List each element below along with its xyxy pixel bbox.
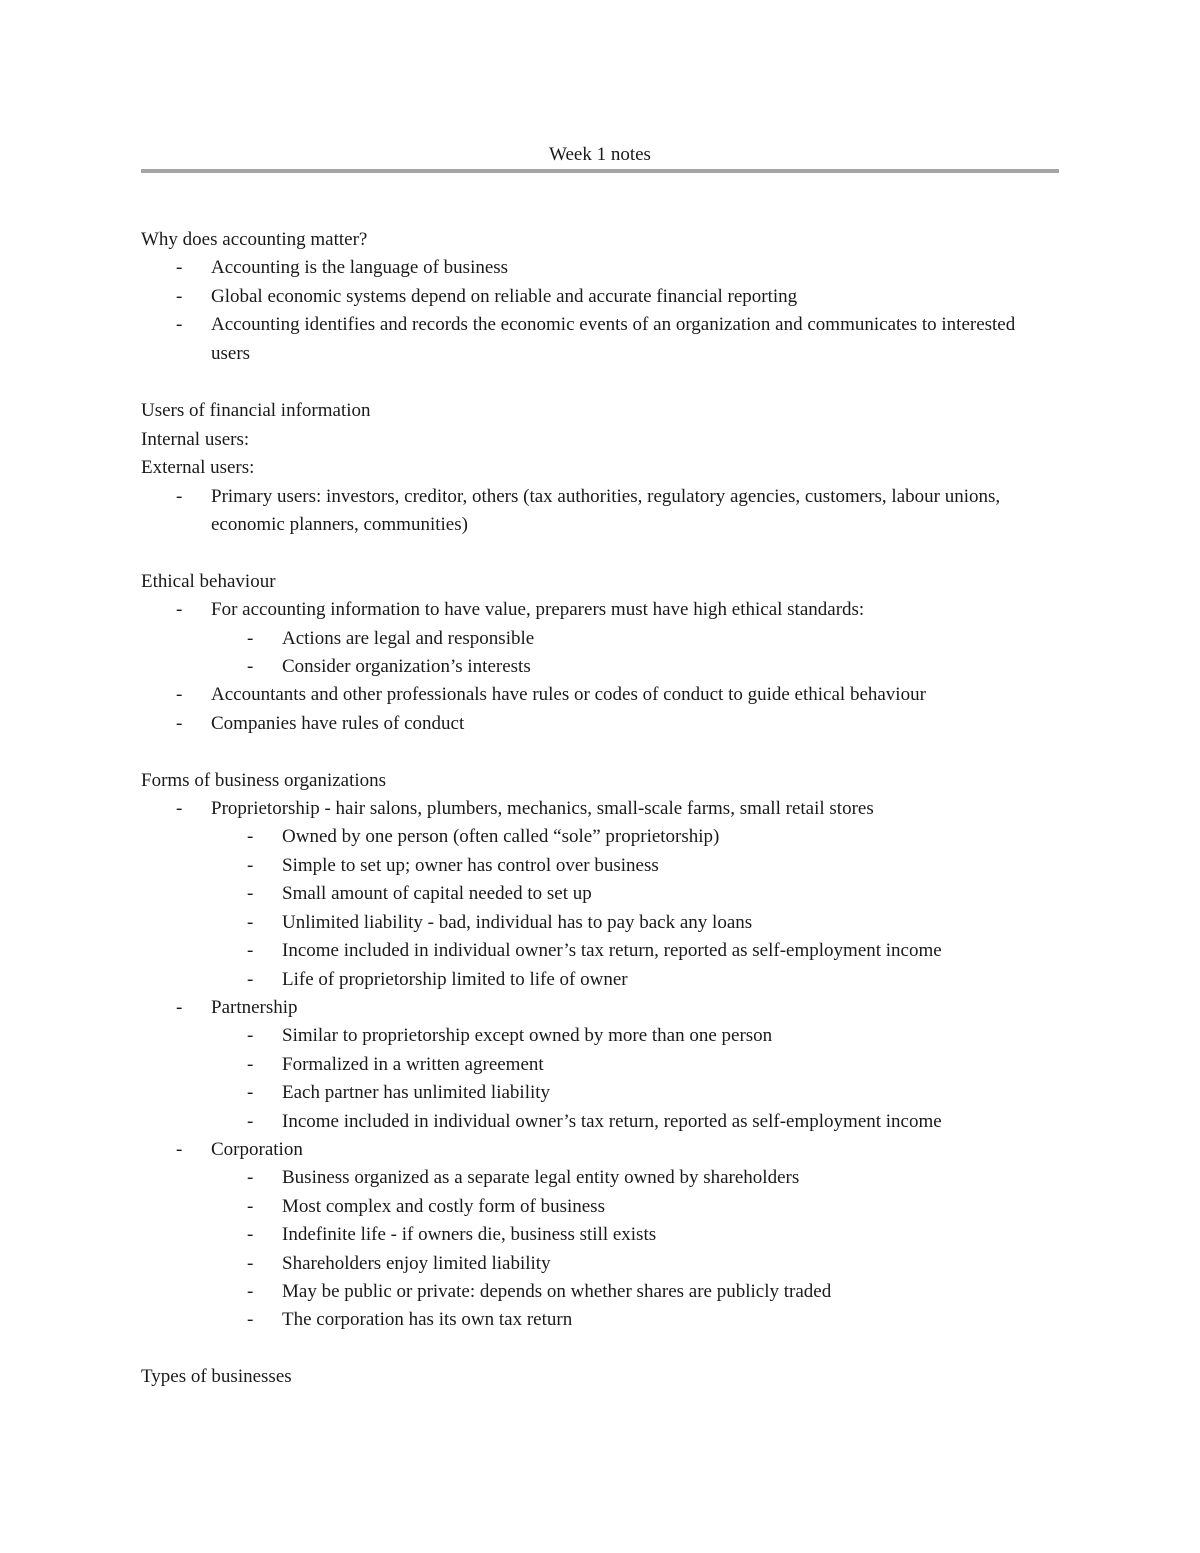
sub-list-item: - Small amount of capital needed to set up (0, 880, 1200, 908)
spacer (0, 738, 1200, 766)
bullet-dash: - (176, 1138, 183, 1160)
bullet-dash: - (247, 1167, 254, 1189)
external-users-label: External users: (141, 457, 255, 479)
bullet-dash: - (176, 599, 183, 621)
section-heading-forms: Forms of business organizations (141, 769, 387, 791)
bullet-dash: - (176, 712, 183, 734)
bullet-dash: - (176, 485, 183, 507)
bullet-dash: - (247, 940, 254, 962)
page-title: Week 1 notes (549, 144, 651, 165)
sub-list-item: - Each partner has unlimited liability (0, 1079, 1200, 1107)
sub-list-item: - Consider organization’s interests (0, 653, 1200, 681)
sub-list-item: - Most complex and costly form of business (0, 1193, 1200, 1221)
section-heading-ethics: Ethical behaviour (141, 570, 276, 592)
bullet-dash: - (247, 1224, 254, 1246)
bullet-dash: - (247, 1053, 254, 1075)
list-item: - Companies have rules of conduct (0, 710, 1200, 738)
list-item-corporation: - Corporation (0, 1136, 1200, 1164)
spacer (0, 539, 1200, 567)
bullet-dash: - (247, 1195, 254, 1217)
list-item: - For accounting information to have value, preparers must have high ethical standards: (0, 596, 1200, 624)
section-heading-why: Why does accounting matter? (141, 229, 368, 250)
bullet-dash: - (247, 1082, 254, 1104)
section-heading-users: Users of financial information (141, 400, 371, 422)
bullet-dash: - (176, 257, 183, 279)
sub-list-item: - May be public or private: depends on whether shares are publicly traded (0, 1278, 1200, 1306)
title-divider (141, 169, 1059, 173)
bullet-dash: - (176, 314, 183, 336)
list-item: - Accounting identifies and records the economic events of an organization and communicates to interested users (0, 311, 1051, 368)
notes-body (0, 226, 1200, 1392)
bullet-dash: - (176, 996, 183, 1018)
sub-list-item: - Income included in individual owner’s tax return, reported as self-employment income (0, 937, 1200, 965)
list-item: - Accounting is the language of business (0, 254, 1200, 282)
sub-list-item: - Income included in individual owner’s tax return, reported as self-employment income (0, 1108, 1200, 1136)
list-item: - Global economic systems depend on reliable and accurate financial reporting (0, 283, 1200, 311)
list-item: - Primary users: investors, creditor, others (tax authorities, regulatory agencies, customers, labour unions, economic planners, communities) (0, 483, 1051, 540)
sub-list-item: - Unlimited liability - bad, individual has to pay back any loans (0, 909, 1200, 937)
bullet-dash: - (247, 826, 254, 848)
bullet-dash: - (247, 656, 254, 678)
sub-list-item: - Indefinite life - if owners die, business still exists (0, 1221, 1200, 1249)
sub-list-item: - Shareholders enjoy limited liability (0, 1250, 1200, 1278)
bullet-dash: - (247, 911, 254, 933)
spacer (0, 1335, 1200, 1363)
bullet-dash: - (247, 1252, 254, 1274)
bullet-dash: - (247, 1280, 254, 1302)
list-item-proprietorship: - Proprietorship - hair salons, plumbers, mechanics, small-scale farms, small retail stores (0, 795, 1200, 823)
sub-list-item: - Owned by one person (often called “sole” proprietorship) (0, 823, 1200, 851)
bullet-dash: - (247, 968, 254, 990)
bullet-dash: - (247, 883, 254, 905)
bullet-dash: - (176, 684, 183, 706)
list-item: - Accountants and other professionals have rules or codes of conduct to guide ethical behaviour (0, 681, 1200, 709)
sub-list-item: - Simple to set up; owner has control over business (0, 852, 1200, 880)
internal-users-label: Internal users: (141, 428, 250, 450)
sub-list-item: - The corporation has its own tax return (0, 1306, 1200, 1334)
bullet-dash: - (247, 627, 254, 649)
bullet-dash: - (176, 798, 183, 820)
sub-list-item: - Life of proprietorship limited to life of owner (0, 966, 1200, 994)
bullet-dash: - (247, 1309, 254, 1331)
list-item-partnership: - Partnership (0, 994, 1200, 1022)
spacer (0, 368, 1200, 396)
sub-list-item: - Similar to proprietorship except owned by more than one person (0, 1022, 1200, 1050)
section-heading-types: Types of businesses (141, 1366, 292, 1388)
sub-list-item: - Business organized as a separate legal entity owned by shareholders (0, 1164, 1200, 1192)
bullet-dash: - (176, 285, 183, 307)
sub-list-item: - Actions are legal and responsible (0, 625, 1200, 653)
bullet-dash: - (247, 854, 254, 876)
bullet-dash: - (247, 1025, 254, 1047)
bullet-dash: - (247, 1110, 254, 1132)
sub-list-item: - Formalized in a written agreement (0, 1051, 1200, 1079)
